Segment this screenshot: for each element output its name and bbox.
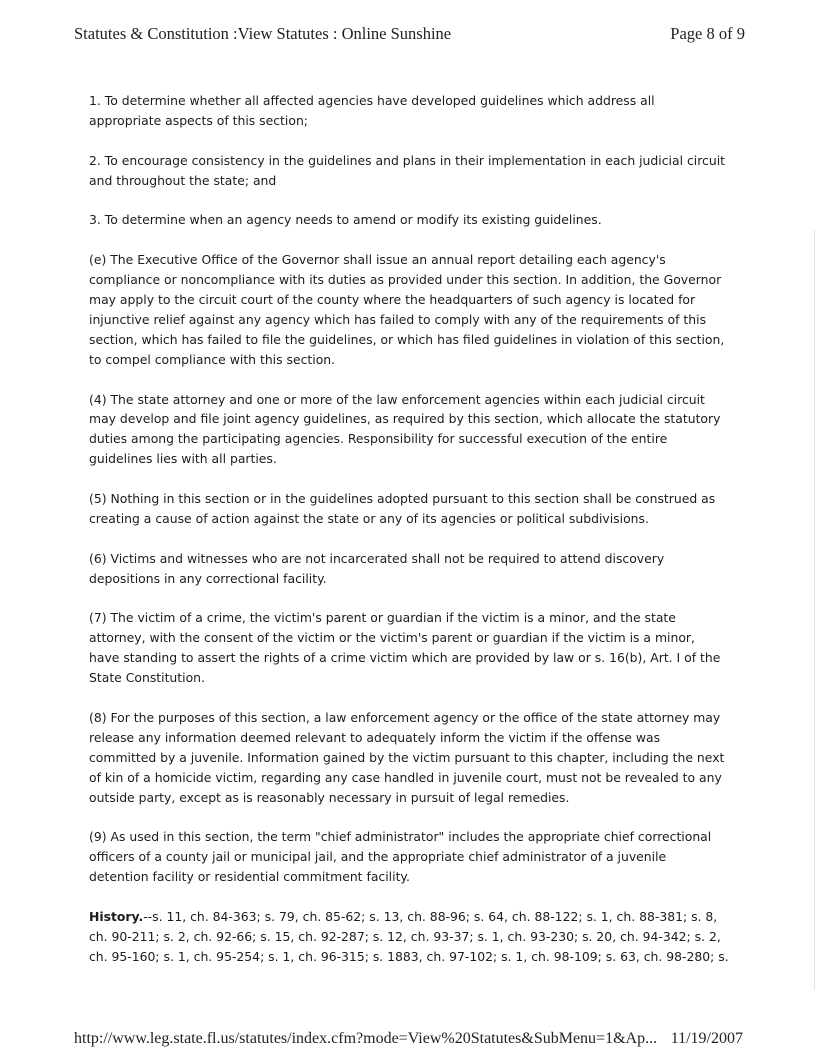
paragraph-item-1: 1. To determine whether all affected agencies have developed guidelines which address all appropriate aspects of this section; <box>89 93 655 128</box>
history-text: --s. 11, ch. 84-363; s. 79, ch. 85-62; s. 13, ch. 88-96; s. 64, ch. 88-122; s. 1, ch. 88-381; s. 8, ch. 90-211; s. 2, ch. 92-66; s. 15, ch. 92-287; s. 12, ch. 93-37; s. 1, ch. 93-230; s. 20, ch. 94-342; s. 2, ch. 95-160; s. 1, ch. 95-254; s. 1, ch. 96-315; s. 1883, ch. 97-102; s. 1, ch. 98-109; s. 63, ch. 98-280; s. <box>89 909 729 964</box>
paragraph-5: (5) Nothing in this section or in the guidelines adopted pursuant to this section shall be construed as creating a cause of action against the state or any of its agencies or political subdivisions. <box>89 491 716 526</box>
statute-body <box>89 91 729 987</box>
paragraph-item-2: 2. To encourage consistency in the guidelines and plans in their implementation in each judicial circuit and throughout the state; and <box>89 152 725 188</box>
source-url: http://www.leg.state.fl.us/statutes/index.cfm?mode=View%20Statutes&SubMenu=1&Ap... <box>74 1030 658 1047</box>
paragraph-8: (8) For the purposes of this section, a law enforcement agency or the office of the state attorney may release any information deemed relevant to adequately inform the victim if the offense was committed by a juvenile. Information gained by the victim pursuant to this chapter, including the next of kin of a homicide victim, regarding any case handled in juvenile court, must not be revealed to any outside party, except as is reasonably necessary in pursuit of legal remedies. <box>89 709 725 805</box>
page-indicator: Page 8 of 9 <box>670 24 745 43</box>
print-header <box>0 22 817 48</box>
paragraph-item-3: 3. To determine when an agency needs to amend or modify its existing guidelines. <box>89 212 602 228</box>
print-footer <box>0 1028 817 1052</box>
paragraph-9: (9) As used in this section, the term "chief administrator" includes the appropriate chief correctional officers of a county jail or municipal jail, and the appropriate chief administrator of a juvenile detention facility or residential commitment facility. <box>89 829 712 885</box>
paragraph-e: (e) The Executive Office of the Governor shall issue an annual report detailing each agency's compliance or noncompliance with its duties as provided under this section. In addition, the Governor may apply to the circuit court of the county where the headquarters of such agency is located for injunctive relief against any agency which has failed to comply with any of the requirements of this section, which has failed to file the guidelines, or which has filed guidelines in violation of this section, to compel compliance with this section. <box>89 252 725 367</box>
paragraph-7: (7) The victim of a crime, the victim's parent or guardian if the victim is a minor, and the state attorney, with the consent of the victim or the victim's parent or guardian if the victim is a minor, have standing to assert the rights of a crime victim which are provided by law or s. 16(b), Art. I of the State Constitution. <box>89 610 721 686</box>
history-note <box>89 907 729 967</box>
print-date: 11/19/2007 <box>670 1030 743 1047</box>
history-label: History. <box>89 909 144 924</box>
paragraph-4: (4) The state attorney and one or more of the law enforcement agencies within each judicial circuit may develop and file joint agency guidelines, as required by this section, which allocate the statutory duties among the participating agencies. Responsibility for successful execution of the entire guidelines lies with all parties. <box>89 391 721 467</box>
page-title: Statutes & Constitution :View Statutes : Online Sunshine <box>74 24 452 43</box>
paragraph-6: (6) Victims and witnesses who are not incarcerated shall not be required to attend discovery depositions in any correctional facility. <box>89 550 665 586</box>
page-edge-divider <box>814 230 815 990</box>
